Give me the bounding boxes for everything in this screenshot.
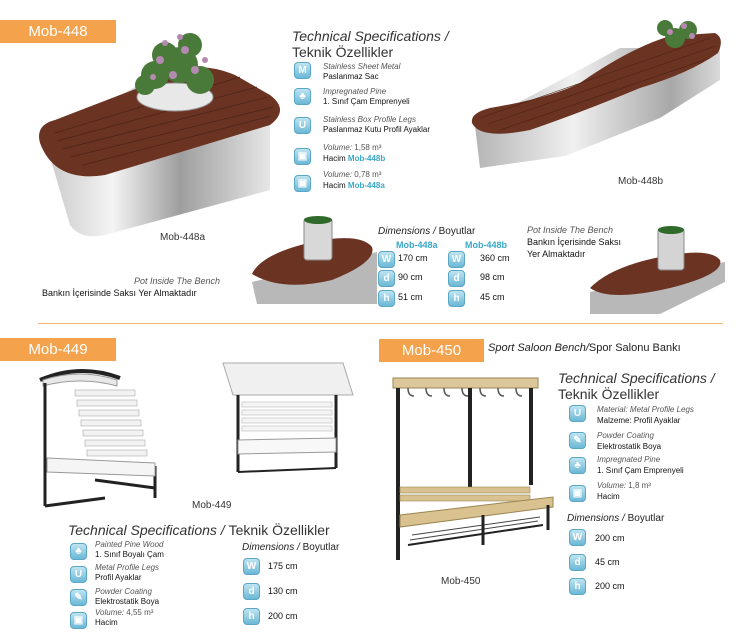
pot-tr-right-1: Bankın İçerisinde Saksı xyxy=(527,237,622,247)
title-450-tr: Spor Salonu Bankı xyxy=(588,342,681,354)
spec-title-450 xyxy=(558,370,715,402)
dim-tr: Boyutlar xyxy=(438,226,476,237)
d-448b: 98 cm xyxy=(480,272,505,282)
volume-icon: ▣ xyxy=(294,175,311,192)
h-448a: 51 cm xyxy=(398,292,423,302)
hacim-label: Hacim xyxy=(95,618,118,627)
hacim-label: Hacim xyxy=(323,154,346,163)
hacim-a-row xyxy=(323,181,385,190)
vol-a-model: Mob-448a xyxy=(347,181,385,190)
d-449: 130 cm xyxy=(268,586,298,596)
depth-icon: d xyxy=(569,554,586,571)
mat3-en: Powder Coating xyxy=(95,587,152,596)
pot-bench-left-image xyxy=(252,212,377,304)
spec-title-en: Technical Specifications / xyxy=(558,370,715,386)
width-icon: W xyxy=(448,251,465,268)
vol-row xyxy=(95,608,153,617)
depth-icon: d xyxy=(378,270,395,287)
vol-b-model: Mob-448b xyxy=(347,154,386,163)
height-icon: h xyxy=(243,608,260,625)
legs-icon: U xyxy=(294,117,311,134)
pine-icon: ♣ xyxy=(569,457,586,474)
volume-icon: ▣ xyxy=(294,148,311,165)
pot-en-right: Pot Inside The Bench xyxy=(527,225,614,235)
legs-icon: U xyxy=(569,405,586,422)
hacim-label: Hacim xyxy=(597,492,620,501)
spec-title-448 xyxy=(292,28,449,60)
caption-448a: Mob-448a xyxy=(160,232,206,243)
dim-tr: Boyutlar xyxy=(302,542,340,553)
h-448b: 45 cm xyxy=(480,292,505,302)
vol-row xyxy=(597,481,651,490)
mat1-en: Painted Pine Wood xyxy=(95,540,164,549)
spec-title-tr: Teknik Özellikler xyxy=(558,386,660,402)
dim-en: Dimensions / xyxy=(378,226,436,237)
metal-icon: M xyxy=(294,62,311,79)
dimensions-title-449 xyxy=(242,542,339,553)
vol-value: 4,55 m³ xyxy=(126,608,154,617)
mob-449-tag: Mob-449 xyxy=(0,338,116,361)
section-divider xyxy=(38,323,723,324)
dim-en: Dimensions / xyxy=(242,542,300,553)
powder-icon: ✎ xyxy=(70,589,87,606)
spec-title-en: Technical Specifications / xyxy=(292,28,449,44)
bench-449-front-image xyxy=(218,360,358,486)
vol-b: 1,58 m³ xyxy=(354,143,382,152)
h-450: 200 cm xyxy=(595,581,625,591)
width-icon: W xyxy=(569,529,586,546)
spec-title-tr: Teknik Özellikler xyxy=(228,522,330,538)
d-448a: 90 cm xyxy=(398,272,423,282)
w-450: 200 cm xyxy=(595,533,625,543)
vol-label: Volume: xyxy=(95,608,125,617)
bench-448b-image xyxy=(470,18,725,178)
vol-label: Volume: xyxy=(323,143,353,152)
bench-450-image xyxy=(388,375,553,575)
dim-en: Dimensions / xyxy=(567,513,625,524)
pine-icon: ♣ xyxy=(294,88,311,105)
vol-b-row xyxy=(323,143,381,152)
mat3-tr: 1. Sınıf Çam Emprenyeli xyxy=(597,466,684,475)
spec-title-449 xyxy=(68,522,330,538)
pot-en-left: Pot Inside The Bench xyxy=(134,276,221,286)
mat1-tr: 1. Sınıf Boyalı Çam xyxy=(95,550,164,559)
mat3-tr: Elektrostatik Boya xyxy=(95,597,160,606)
mat1-tr: Paslanmaz Sac xyxy=(323,72,379,81)
depth-icon: d xyxy=(243,583,260,600)
vol-a: 0,78 m³ xyxy=(354,170,382,179)
vol-label: Volume: xyxy=(323,170,353,179)
mat1-en: Stainless Sheet Metal xyxy=(323,62,401,71)
mat2-tr: 1. Sınıf Çam Emprenyeli xyxy=(323,97,410,106)
mob-448-tag: Mob-448 xyxy=(0,20,116,43)
spec-title-tr: Teknik Özellikler xyxy=(292,44,394,60)
mat2-en: Powder Coating xyxy=(597,431,654,440)
mat3-tr: Paslanmaz Kutu Profil Ayaklar xyxy=(323,125,431,134)
pot-tr-left: Bankın İçerisinde Saksı Yer Almaktadır xyxy=(42,288,197,298)
pot-bench-right-image xyxy=(590,222,725,314)
dimensions-title-448 xyxy=(378,226,475,237)
mat1-en: Material: Metal Profile Legs xyxy=(597,405,694,414)
mat3-en: Stainless Box Profile Legs xyxy=(323,115,416,124)
volume-icon: ▣ xyxy=(569,485,586,502)
mat2-tr: Profil Ayaklar xyxy=(95,573,142,582)
mob-450-tag: Mob-450 xyxy=(379,339,484,362)
title-450 xyxy=(488,342,681,354)
mat3-en: Impregnated Pine xyxy=(597,455,661,464)
caption-448b: Mob-448b xyxy=(618,176,664,187)
mat2-en: Impregnated Pine xyxy=(323,87,387,96)
powder-icon: ✎ xyxy=(569,432,586,449)
vol-label: Volume: xyxy=(597,481,627,490)
pine-icon: ♣ xyxy=(70,543,87,560)
dimensions-title-450 xyxy=(567,513,664,524)
height-icon: h xyxy=(378,290,395,307)
title-450-en: Sport Saloon Bench/ xyxy=(488,342,589,354)
dim-tr: Boyutlar xyxy=(627,513,665,524)
caption-449: Mob-449 xyxy=(192,500,232,511)
w-449: 175 cm xyxy=(268,561,298,571)
height-icon: h xyxy=(448,290,465,307)
d-450: 45 cm xyxy=(595,557,620,567)
bench-449-side-image xyxy=(35,368,165,520)
mat1-tr: Malzeme: Profil Ayaklar xyxy=(597,416,681,425)
width-icon: W xyxy=(243,558,260,575)
w-448a: 170 cm xyxy=(398,253,428,263)
height-icon: h xyxy=(569,578,586,595)
h-449: 200 cm xyxy=(268,611,298,621)
hacim-b-row xyxy=(323,154,385,163)
width-icon: W xyxy=(378,251,395,268)
w-448b: 360 cm xyxy=(480,253,510,263)
volume-icon: ▣ xyxy=(70,612,87,629)
legs-icon: U xyxy=(70,566,87,583)
mat2-en: Metal Profile Legs xyxy=(95,563,160,572)
hacim-label: Hacim xyxy=(323,181,346,190)
mat2-tr: Elektrostatik Boya xyxy=(597,442,662,451)
depth-icon: d xyxy=(448,270,465,287)
caption-450: Mob-450 xyxy=(441,576,481,587)
vol-a-row xyxy=(323,170,381,179)
col-448a: Mob-448a xyxy=(396,240,438,250)
pot-tr-right-2: Yer Almaktadır xyxy=(527,249,586,259)
spec-title-en: Technical Specifications / xyxy=(68,522,225,538)
col-448b: Mob-448b xyxy=(465,240,508,250)
vol-value: 1,8 m³ xyxy=(628,481,651,490)
